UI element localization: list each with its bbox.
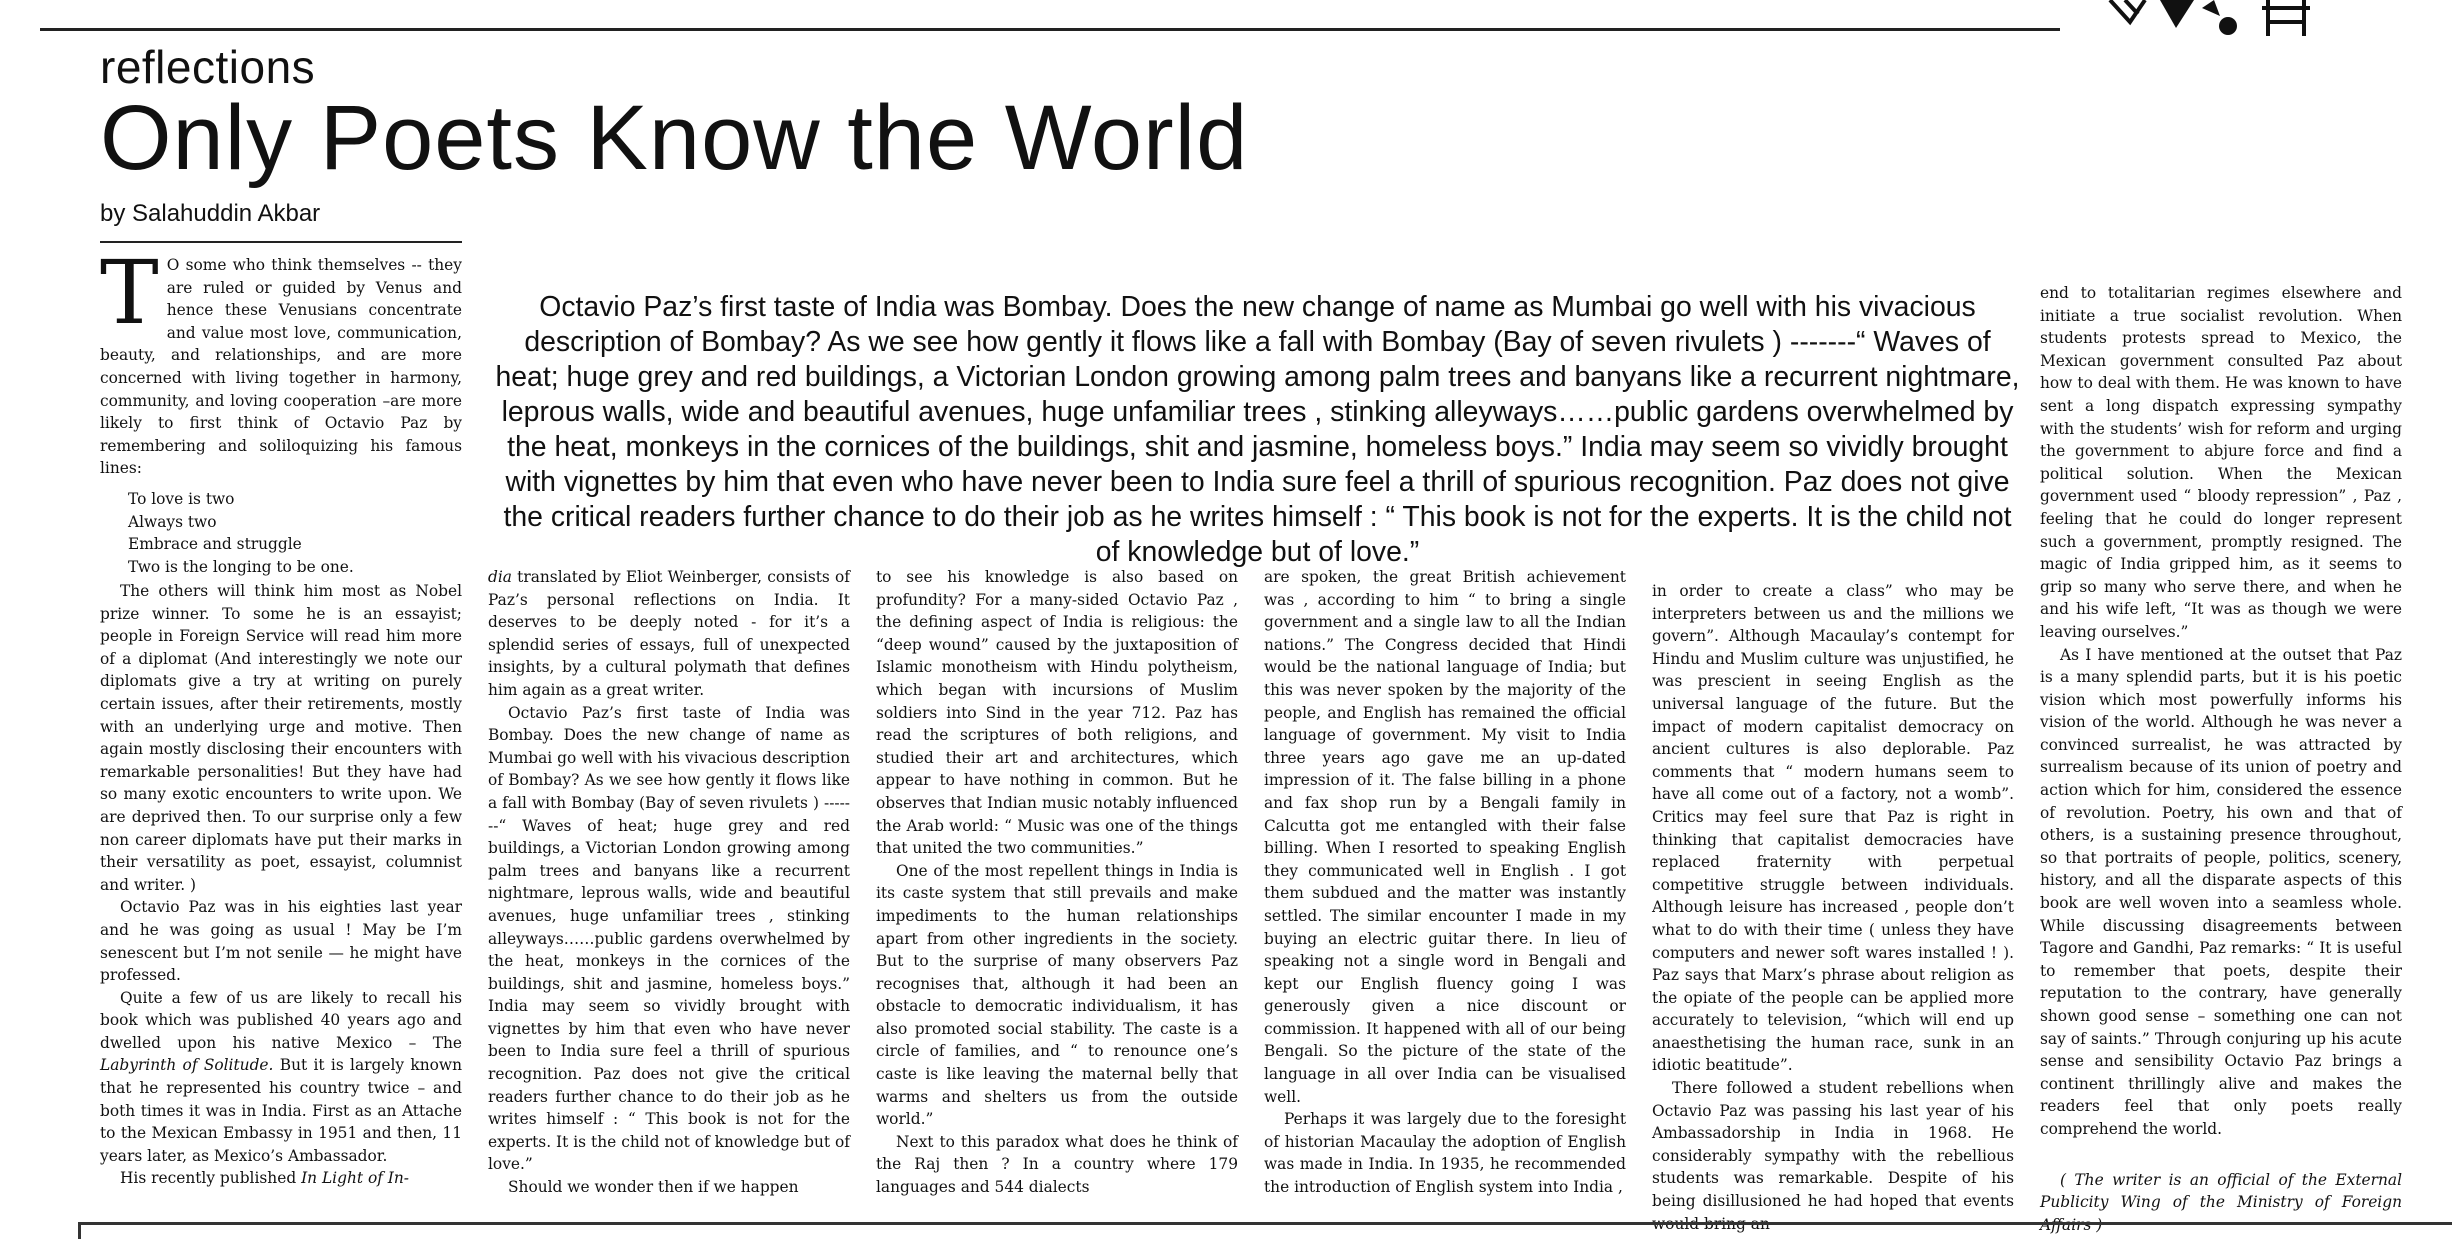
paragraph: end to totalitarian regimes elsewhere and initiate a true socialist revolution. When students protests spread to Mexico, the Mexican government consulted Paz about how to deal with them. He was known to have sent a long dispatch expressing sympathy with the students’ wish for reform and urging the government to abjure force and find a political solution. When the Mexican government used “ bloody repression” , Paz , feeling that he could do longer represent such a government, promptly resigned. The magic of India gripped him, as it seems to grip so many who serve there, and when he and his wife left, “It was as though we were leaving ourselves.” [2040,284,2402,641]
author-note: ( The writer is an official of the External Publicity Wing of the Ministry of Foreign Affairs ) [2040,1170,2402,1234]
paragraph: As I have mentioned at the outset that Paz is a many splendid parts, but it is his poetic vision which most powerfully informs his vision of the world. Although he was never a convinced surrealist, he was attracted by surrealism because of its union of poetry and action which for him, considered the essence of revolution. Poetry, his own and that of others, is a sustaining presence throughout, so that portraits of people, politics, scenery, history, and all the disparate aspects of this book are well woven into a seamless whole. While discussing disagreements between Tagore and Gandhi, Paz remarks: “ It is useful to remember that poets, despite their reputation to the contrary, have generally shown good sense – something one can not say of saints.” Through conjuring up his acute sense and sensibility Octavio Paz brings a continent thrillingly alive and makes the readers feel that only poets really comprehend the world. [2040,645,2402,1138]
paragraph: Perhaps it was largely due to the foresight of historian Macaulay the adoption of English was made in India. In 1935, he recommended the introduction of English system into India , [1264,1110,1626,1197]
intro-text: O some who think themselves -- they are ruled or guided by Venus and hence these Venusians concentrate and value most love, communication, beauty, and relationships, and are more concerned with living together in harmony, community, and loving cooperation –are more likely to first think of Octavio Paz by remembering and soliloquizing his famous lines: [100,256,462,478]
article-column-3 [876,566,1238,1206]
bottom-rule [78,1222,2452,1225]
byline: by Salahuddin Akbar [100,200,321,227]
poem-line: To love is two [128,490,235,508]
text-run: But it is largely known that he represented his country twice – and both times it was in India. First as an Attache to the Mexican Embassy in 1951 and then, 11 years later, as Mexico’s Ambassador. [100,1056,462,1165]
poem-line: Embrace and struggle [128,535,302,554]
poem-quote [128,488,448,578]
article-column-4 [1264,566,1626,1206]
book-title: Labyrinth of Solitude. [100,1056,274,1075]
drop-cap: T [100,241,159,344]
article-column-6 [2040,282,2402,1234]
paragraph: Next to this paradox what does he think of the Raj then ? In a country where 179 languages and 544 dialects [876,1132,1238,1197]
bottom-left-rule [78,1222,81,1239]
paragraph: in order to create a class” who may be interpreters between us and the millions we govern”. Although Macaulay’s contempt for Hindu and Muslim culture was unjustified, he was prescient in seeing English as the universal language of the future. But the impact of modern capitalist democracy on ancient cultures is also deplorable. Paz comments that “ modern humans seem to have all come out of a factory, not a womb”. Critics may feel sure that Paz is right in thinking that capitalist democracies have replaced fraternity with perpetual competitive struggle between individuals. Although leisure has increased , people don’t what to do with their time ( unless they have computers and newer soft wares installed ! ). Paz says that Marx’s phrase about religion as the opiate of the people can be applied more accurately to television, “which will end up anaesthetising the human race, sunk in an idiotic beatitude”. [1652,582,2014,1075]
paragraph: Should we wonder then if we happen [508,1178,799,1197]
paragraph [488,566,850,702]
paragraph: Octavio Paz was in his eighties last year and he was going as usual ! May be I’m senescent but I’m not senile — he might have professed. [100,898,462,985]
poem-line: Two is the longing to be one. [128,557,354,576]
article-column-5 [1652,580,2014,1233]
paragraph: There followed a student rebellions when Octavio Paz was passing his last year of his Ambassadorship in India in 1968. He considerably sympathy with the rebellious students was remarkable. Despite of his being disillusioned he had hoped that events would bring an [1652,1079,2014,1233]
paragraph: Octavio Paz’s first taste of India was Bombay. Does the new change of name as Mumbai go well with his vivacious description of Bombay? As we see how gently it flows like a fall with Bombay (Bay of seven rivulets ) -------“ Waves of heat; huge grey and red buildings, a Victorian London growing among palm trees and banyans like a recurrent nightmare, leprous walls, wide and beautiful avenues, huge unfamiliar trees , stinking alleyways……public gardens overwhelmed by the heat, monkeys in the cornices of the buildings, shit and jasmine, homeless boys.” India may seem so vividly brought with vignettes by him that even who have never been to India sure feel a thrill of spurious recognition. Paz does not give the critical readers further chance to do their job as he writes himself : “ This book is not for the experts. It is the child not of knowledge but of love.” [488,703,850,1174]
paragraph: The others will think him most as Nobel prize winner. To some he is an essayist; people in Foreign Service will read him more of a diplomat (And interestingly we note our diplomats give a try at writing on purely certain issues, after their retirements, mostly with an underlying urge and motive. Then again mostly disclosing their encounters with remarkable personalities! But they have had so many exotic encounters to write upon. We are deprived then. To our surprise only a few non career diplomats have put their marks in their versatility as poet, essayist, columnist and writer. ) [100,582,462,894]
top-rule [40,28,2060,31]
article-column-1 [100,580,462,1205]
corner-art-icon [2090,0,2452,40]
paragraph: to see his knowledge is also based on profundity? For a many-sided Octavio Paz , the defining aspect of India is religious: the “deep wound” caused by the juxtaposition of Islamic monotheism with Hindu polytheism, which began with incursions of Muslim soldiers into Sind in the year 712. Paz has read the scriptures of both religions, and studied their art and architectures, which appear to have nothing in common. But he observes that Indian music notably influenced the Arab world: “ Music was one of the things that united the two communities.” [876,568,1238,858]
paragraph: One of the most repellent things in India is its caste system that still prevails and make impediments to the human relationships apart from other ingredients in the society. But to the surprise of many observers Paz recognises that, although it had been an obstacle to democratic individualism, it has also promoted social stability. The caste is a circle of families, and “ to renounce one’s caste is like leaving the maternal belly that warms and shelters us from the outside world.” [876,861,1238,1129]
book-title: In Light of In- [301,1169,409,1188]
paragraph: are spoken, the great British achievement was , according to him “ to bring a single government and a single law to all the Indian nations.” The Congress decided that Hindi would be the national language of India; but this was never spoken by the majority of the people, and English has remained the official language of government. My visit to India three years ago gave me an up-dated impression of it. The false billing in a phone and fax shop run by a Bengali family in Calcutta got me entangled with their false billing. When I resorted to speaking English they communicated well in English . I got them subdued and the matter was instantly settled. The similar encounter I made in my buying an electric guitar there. In lieu of speaking not a single word in Bengali and kept our English fluency going I was generously given a nice discount or commission. It happened with all of our being Bengali. So the picture of the state of the language in all over India can be visualised well. [1264,568,1626,1106]
pull-quote: Octavio Paz’s first taste of India was Bombay. Does the new change of name as Mumbai go well with his vivacious description of Bombay? As we see how gently it flows like a fall with Bombay (Bay of seven rivulets ) -------“ Waves of heat; huge grey and red buildings, a Victorian London growing among palm trees and banyans like a recurrent nightmare, leprous walls, wide and beautiful avenues, huge unfamiliar trees , stinking alleyways……public gardens overwhelmed by the heat, monkeys in the cornices of the buildings, shit and jasmine, homeless boys.” India may seem so vividly brought with vignettes by him that even who have never been to India sure feel a thrill of spurious recognition. Paz does not give the critical readers further chance to do their job as he writes himself : “ This book is not for the experts. It is the child not of knowledge but of love.” [495,291,2020,568]
text-run: His recently published [120,1169,297,1188]
book-title: dia [488,568,512,586]
article-column-2 [488,566,850,1206]
text-run: translated by Eliot Weinberger, consists of Paz’s personal reflections on India. It deserves to be deeply noted - for it’s a splendid series of essays, full of unexpected insights, by a cultural polymath that defines him again as a great writer. [488,568,850,699]
section-label: reflections [100,41,316,93]
intro-paragraph [100,241,462,480]
poem-line: Always two [128,512,217,531]
paragraph [100,1167,462,1190]
text-run: Quite a few of us are likely to recall his book which was published 40 years ago and dwelled upon his native Mexico – The [100,988,462,1052]
headline: Only Poets Know the World [100,87,1249,189]
paragraph [100,987,462,1168]
